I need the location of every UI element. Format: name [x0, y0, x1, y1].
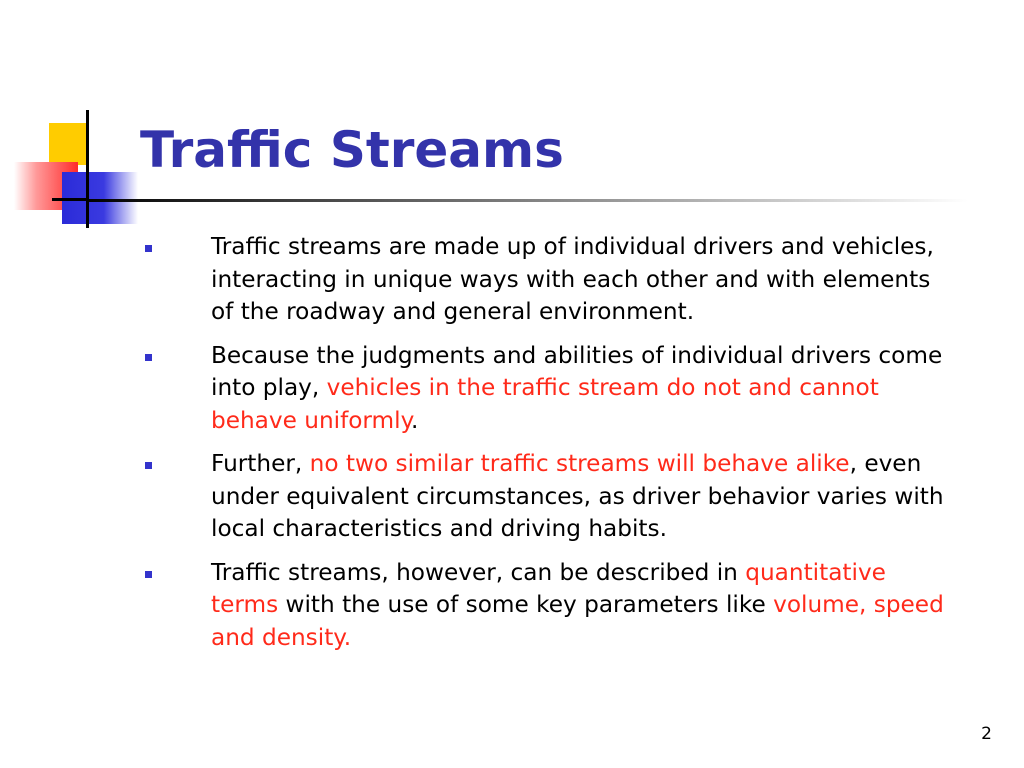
bullet-item: [140, 340, 950, 438]
bullet-segment: .: [411, 406, 419, 434]
bullet-segment: Traffic streams, however, can be described in: [211, 558, 746, 586]
bullet-item: [140, 448, 950, 546]
title-decoration: [0, 0, 140, 230]
bullet-item: [140, 231, 950, 329]
bullet-segment: Because the judgments and abilities of individual drivers come into play,: [211, 341, 943, 401]
bullet-square-icon: [145, 462, 152, 469]
bullet-text: [211, 342, 942, 434]
bullet-square-icon: [145, 245, 152, 252]
bullet-segment: Traffic streams are made up of individual drivers and vehicles, interacting in unique ways with each other and with elements of the roadway and general environment.: [211, 233, 934, 325]
highlighted-phrase: vehicles in the traffic stream do not and cannot behave uniformly: [211, 374, 879, 434]
bullet-text: [211, 450, 944, 542]
vertical-line: [86, 110, 89, 228]
highlighted-phrase: no two similar traffic streams will behave alike: [309, 450, 850, 477]
bullet-list: [140, 231, 950, 665]
page-number: 2: [981, 724, 992, 744]
bullet-text: [211, 233, 934, 325]
bullet-square-icon: [145, 354, 152, 361]
title-underline: [88, 199, 968, 202]
highlighted-phrase: volume, speed and density.: [211, 591, 944, 651]
horizontal-line: [52, 198, 88, 201]
yellow-square: [49, 123, 89, 165]
bullet-square-icon: [145, 571, 152, 578]
slide-title: Traffic Streams: [140, 121, 564, 179]
bullet-segment: Further,: [211, 450, 310, 477]
bullet-segment: , even under equivalent circumstances, as driver behavior varies with local characteristics and driving habits.: [211, 450, 944, 542]
bullet-segment: with the use of some key parameters like: [278, 591, 774, 618]
highlighted-phrase: quantitative terms: [211, 558, 886, 618]
bullet-text: [211, 559, 944, 651]
bullet-item: [140, 557, 950, 655]
